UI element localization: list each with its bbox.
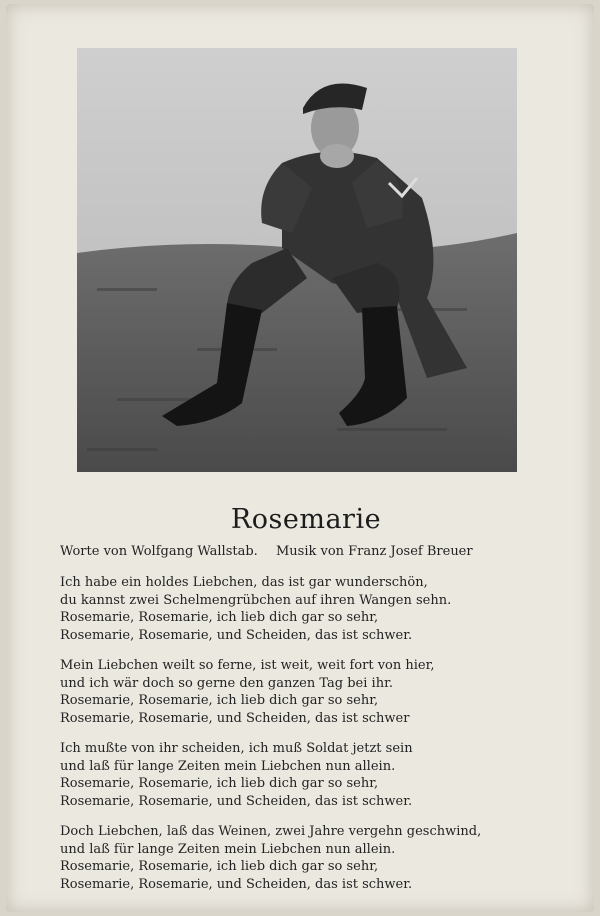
lyric-line: Mein Liebchen weilt so ferne, ist weit, weit fort von hier, xyxy=(60,658,435,673)
lyric-line: und ich wär doch so gerne den ganzen Tag bei ihr. xyxy=(60,675,393,691)
song-credits xyxy=(60,544,560,559)
lyric-line: Doch Liebchen, laß das Weinen, zwei Jahre vergehn geschwind, xyxy=(60,824,482,839)
verse-2 xyxy=(60,657,560,727)
lyricist-credit: Worte von Wolfgang Wallstab. xyxy=(60,544,258,559)
lyric-line: du kannst zwei Schelmengrübchen auf ihren Wangen sehn. xyxy=(60,592,452,608)
lyric-line: und laß für lange Zeiten mein Liebchen nun allein. xyxy=(60,841,396,857)
lyric-line: Rosemarie, Rosemarie, ich lieb dich gar so sehr, xyxy=(60,610,379,625)
verse-3 xyxy=(60,740,560,810)
lyric-line: Rosemarie, Rosemarie, ich lieb dich gar so sehr, xyxy=(60,693,379,708)
verse-4 xyxy=(60,823,560,893)
lyric-line: Rosemarie, Rosemarie, ich lieb dich gar so sehr, xyxy=(60,776,379,791)
lyric-line: Rosemarie, Rosemarie, und Scheiden, das ist schwer. xyxy=(60,793,413,809)
lyric-line: Rosemarie, Rosemarie, und Scheiden, das ist schwer. xyxy=(60,876,413,892)
lyric-line: Rosemarie, Rosemarie, und Scheiden, das ist schwer xyxy=(60,710,410,726)
photo-illustration xyxy=(77,48,517,472)
lyric-line: Ich habe ein holdes Liebchen, das ist gar wunderschön, xyxy=(60,575,428,590)
verse-1 xyxy=(60,574,560,644)
lyrics xyxy=(60,574,560,906)
lyric-line: Ich mußte von ihr scheiden, ich muß Soldat jetzt sein xyxy=(60,741,413,756)
lyric-line: Rosemarie, Rosemarie, und Scheiden, das ist schwer. xyxy=(60,627,413,643)
lyric-line: und laß für lange Zeiten mein Liebchen nun allein. xyxy=(60,758,396,774)
postcard xyxy=(6,4,594,912)
composer-credit: Musik von Franz Josef Breuer xyxy=(275,544,473,559)
soldier-photo xyxy=(77,48,517,472)
lyric-line: Rosemarie, Rosemarie, ich lieb dich gar so sehr, xyxy=(60,859,379,874)
song-title: Rosemarie xyxy=(230,504,382,535)
